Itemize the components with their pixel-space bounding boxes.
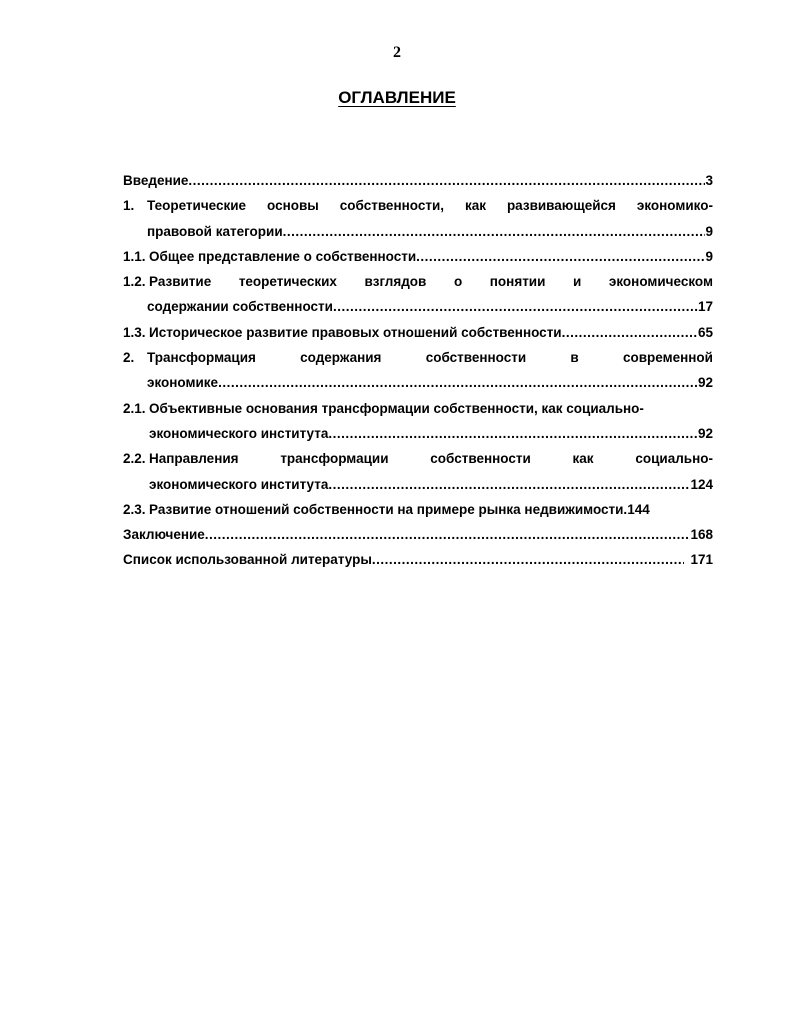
toc-page: 168 [690, 527, 713, 543]
toc-word: основы [267, 198, 319, 214]
toc-entry-1-2-line2 [123, 294, 713, 319]
toc-entry-ch2-line2 [123, 370, 713, 395]
toc-label [149, 269, 713, 295]
toc-leader [328, 472, 690, 498]
toc-leader [333, 294, 698, 320]
toc-entry-ch2-line1 [123, 345, 713, 370]
toc-word: как [572, 451, 594, 467]
toc-word: понятии [489, 274, 546, 290]
toc-leader [372, 547, 685, 573]
toc-leader [562, 320, 698, 346]
toc-label: экономического института [149, 476, 329, 492]
toc-label [149, 446, 713, 472]
toc-leader [188, 168, 705, 194]
toc-word: Направления [149, 451, 239, 467]
toc-page: 3 [705, 173, 713, 188]
toc-entry-conclusion [123, 522, 713, 547]
toc-word: экономическом [608, 274, 713, 290]
toc-label: экономического института [149, 425, 329, 441]
page-number: 2 [393, 44, 401, 61]
toc-entry-2-2-line2 [123, 472, 713, 497]
toc-label: правовой категории [147, 223, 283, 239]
toc-number: 1.2. [123, 274, 146, 290]
toc-leader [416, 244, 705, 270]
toc-label [147, 345, 713, 371]
toc-entry-2-1-line2 [123, 421, 713, 446]
page-title: ОГЛАВЛЕНИЕ [338, 88, 456, 107]
toc-label [147, 193, 713, 219]
toc-page: 9 [705, 248, 713, 264]
toc-word: содержания [300, 350, 382, 366]
toc-word: как [464, 198, 486, 214]
toc-number: 1.1. [123, 248, 146, 264]
toc-word: собственности [430, 451, 531, 467]
toc-label: Объективные основания трансформации собственности, как социально- [149, 400, 644, 416]
toc-entry-references [123, 547, 713, 572]
toc-word: экономико- [636, 198, 713, 214]
toc-page: 92 [697, 425, 713, 441]
toc-word: Теоретические [147, 198, 247, 214]
toc-word: взглядов [364, 274, 427, 290]
toc-entry-1-2-line1 [123, 269, 713, 294]
toc-word: трансформации [280, 451, 389, 467]
toc-entry-1-3 [123, 320, 713, 345]
toc-leader [328, 421, 698, 447]
toc-label: Развитие отношений собственности на примере рынка недвижимости. [149, 501, 628, 517]
toc-number: 2. [123, 350, 135, 366]
toc-entry-2-3 [123, 497, 713, 522]
toc-word: теоретических [238, 274, 337, 290]
toc-page: 17 [697, 299, 713, 315]
toc-page: 65 [697, 324, 713, 340]
toc-label: Список использованной литературы [123, 552, 372, 568]
toc-entry-2-1-line1 [123, 396, 713, 421]
toc-number: 2.2. [123, 451, 146, 467]
toc-number: 1.3. [123, 324, 146, 340]
toc-leader [205, 522, 691, 548]
toc-page: 9 [705, 223, 713, 239]
toc-word: социально- [635, 451, 713, 467]
toc-word: и [573, 274, 582, 290]
toc-label: Историческое развитие правовых отношений собственности [149, 324, 562, 340]
toc-label: Введение [123, 173, 189, 188]
toc-word: в [570, 350, 579, 366]
toc-label: содержании собственности [147, 299, 333, 315]
toc-page: 92 [697, 375, 713, 391]
toc-page: 171 [690, 552, 713, 568]
table-of-contents [123, 168, 713, 573]
toc-leader [283, 219, 706, 245]
toc-entry-ch1-line2 [123, 219, 713, 244]
toc-page: 124 [690, 476, 713, 492]
toc-entry-intro [123, 168, 713, 193]
toc-entry-1-1 [123, 244, 713, 269]
toc-word: о [453, 274, 463, 290]
toc-word: развивающейся [506, 198, 616, 214]
toc-label: экономике [147, 375, 219, 391]
toc-page: 144 [627, 501, 650, 517]
toc-entry-2-2-line1 [123, 446, 713, 471]
toc-number: 2.1. [123, 400, 146, 416]
toc-number: 1. [123, 198, 135, 214]
toc-label: Заключение [123, 527, 205, 543]
toc-word: Трансформация [147, 350, 256, 366]
toc-word: Развитие [149, 274, 212, 290]
toc-word: современной [622, 350, 713, 366]
toc-leader [218, 370, 698, 396]
toc-word: собственности [425, 350, 527, 366]
toc-number: 2.3. [123, 501, 146, 517]
toc-entry-ch1-line1 [123, 193, 713, 218]
toc-label: Общее представление о собственности [149, 248, 417, 264]
toc-word: собственности, [339, 198, 444, 214]
